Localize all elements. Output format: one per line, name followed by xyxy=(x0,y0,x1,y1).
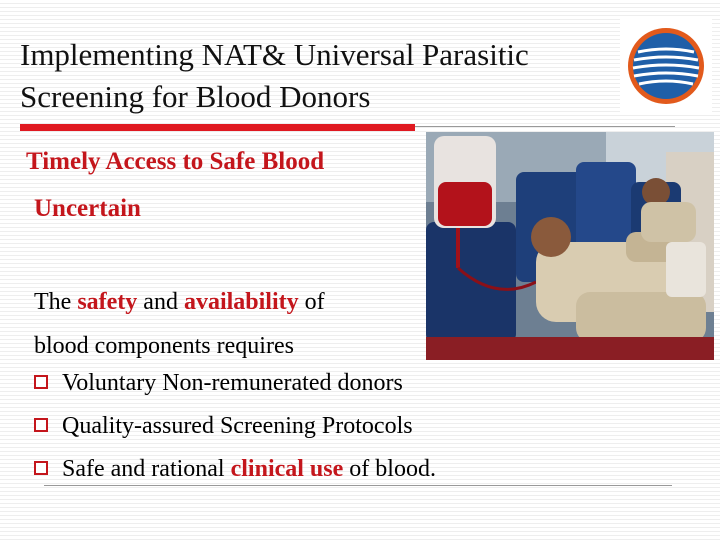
slide-title xyxy=(20,34,620,118)
intro-text xyxy=(34,280,434,368)
title-line-2: Screening for Blood Donors xyxy=(20,79,371,114)
bottom-divider xyxy=(44,485,672,486)
bullet-text: Quality-assured Screening Protocols xyxy=(62,413,413,439)
subheading-line-2: Uncertain xyxy=(34,195,141,222)
blood-donation-photo xyxy=(426,132,714,360)
highlight-safety: safety xyxy=(77,289,138,315)
title-line-1: Implementing NAT& Universal Parasitic xyxy=(20,37,529,72)
bullet-text-post: of blood. xyxy=(349,456,436,482)
hollow-square-bullet-icon xyxy=(34,375,48,389)
highlight-clinical-use: clinical use xyxy=(230,456,344,482)
list-item xyxy=(34,362,694,405)
bullet-text: Voluntary Non-remunerated donors xyxy=(62,370,403,396)
subheading-line-1: Timely Access to Safe Blood xyxy=(26,148,325,175)
list-item xyxy=(34,405,694,448)
intro-word-the: The xyxy=(34,289,72,315)
hollow-square-bullet-icon xyxy=(34,418,48,432)
hollow-square-bullet-icon xyxy=(34,461,48,475)
intro-word-of: of xyxy=(304,289,325,315)
bullet-text-pre: Safe and rational xyxy=(62,456,225,482)
intro-line-1 xyxy=(34,280,434,324)
requirements-list xyxy=(34,362,694,491)
highlight-availability: availability xyxy=(183,289,299,315)
title-underline xyxy=(20,124,415,131)
intro-line-2: blood components requires xyxy=(34,333,294,359)
intro-word-and: and xyxy=(143,289,178,315)
title-rule-extension xyxy=(415,126,675,127)
globe-logo-icon xyxy=(620,18,712,113)
